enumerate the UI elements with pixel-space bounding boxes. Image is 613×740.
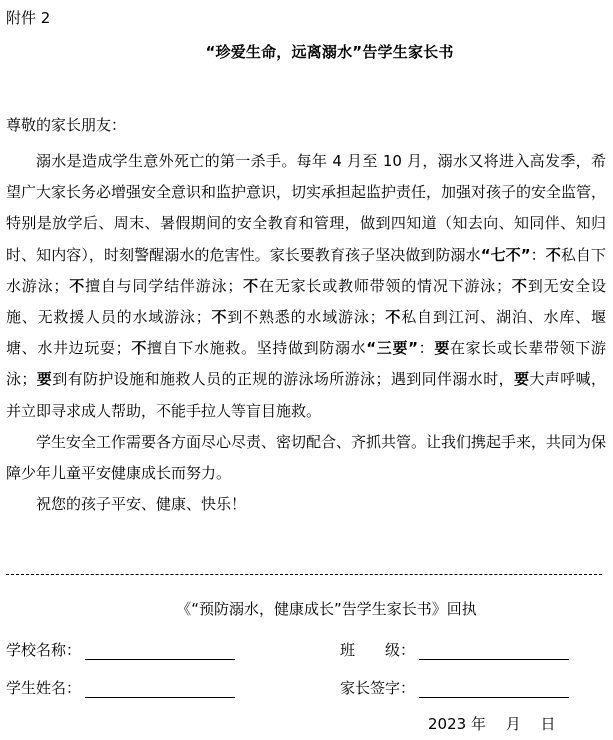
attachment-label: 附件 2 (6, 9, 51, 27)
cut-line-divider (6, 574, 602, 575)
paragraph-wishes: 祝您的孩子平安、健康、快乐！ (36, 495, 247, 514)
document-title (0, 42, 613, 62)
parent-signature-blank[interactable] (419, 679, 569, 698)
text-segment: ： (530, 245, 546, 264)
text-segment: 大声呼喊，并立即寻求成人帮助，不能手拉人等盲目施救。 (6, 370, 606, 420)
school-name-blank[interactable] (85, 641, 235, 660)
receipt-title (0, 599, 613, 619)
text-segment: 擅自下水施救。坚持做到防溺水 (146, 339, 367, 358)
paragraph-drowning-rules (6, 146, 606, 427)
text-segment: 到无安全设施、无救援人员的水域游泳； (6, 276, 606, 327)
text-segment: 私自到江河、湖泊、水库、堰塘、水井边玩耍； (6, 308, 606, 358)
bold-not: 不 (68, 276, 86, 295)
bold-must: 要 (434, 339, 450, 358)
bold-not: 不 (511, 276, 528, 295)
bold-not: 不 (545, 245, 561, 264)
text-segment: 在家长或长辈带领下游泳； (6, 339, 606, 389)
receipt-title-text: 《“预防溺水，健康成长”告学生家长书》回执 (176, 600, 477, 618)
text-segment: 到有防护设施和施救人员的正规的游泳场所游泳；遇到同伴溺水时， (52, 370, 514, 389)
text-segment: ： (417, 339, 435, 358)
student-name-blank[interactable] (85, 679, 235, 698)
parent-signature-label: 家长签字： (340, 679, 416, 697)
class-label: 班 级： (340, 641, 416, 659)
date-line: 2023 年 月 日 (428, 715, 556, 733)
greeting: 尊敬的家长朋友： (6, 116, 127, 134)
school-name-label: 学校名称： (6, 641, 82, 659)
text-segment: 私自下水游泳； (6, 245, 606, 295)
bold-not: 不 (384, 308, 402, 327)
bold-must: 要 (36, 370, 53, 389)
text-segment: 在无家长或教师带领的情况下游泳； (258, 276, 512, 295)
bold-not: 不 (130, 339, 147, 358)
letter-body (6, 146, 606, 520)
student-name-field (6, 678, 235, 698)
bold-three-musts: “三要” (366, 339, 418, 358)
bold-must: 要 (514, 370, 530, 389)
text-segment: 溺水是造成学生意外死亡的第一杀手。每年 4 月至 10 月，溺水又将进入高发季，希望广大家长务必增强安全意识和监护意识，切实承担起监护责任，加强对孩子的安全监管，特别是放学后、周末、暑假期间的安全教育和管理，做到四知道（知去向、知同伴、知归时、知内容），时刻警醒溺水的危害性。家长要教育孩子坚决做到防溺水 (6, 152, 607, 264)
paragraph-cooperation: 学生安全工作需要各方面尽心尽责、密切配合、齐抓共管。让我们携起手来，共同为保障少年儿童平安健康成长而努力。 (6, 432, 607, 483)
class-blank[interactable] (419, 641, 569, 660)
text-segment: 擅自与同学结伴游泳； (85, 276, 243, 295)
school-name-field (6, 640, 235, 660)
bold-seven-nots: “七不” (480, 245, 531, 264)
student-name-label: 学生姓名： (6, 679, 82, 697)
bold-not: 不 (210, 308, 228, 327)
bold-not: 不 (242, 276, 259, 295)
class-field (340, 640, 569, 660)
text-segment: 到不熟悉的水域游泳； (227, 308, 385, 327)
document-title-text: “珍爱生命，远离溺水”告学生家长书 (205, 43, 454, 61)
parent-signature-field (340, 678, 569, 698)
